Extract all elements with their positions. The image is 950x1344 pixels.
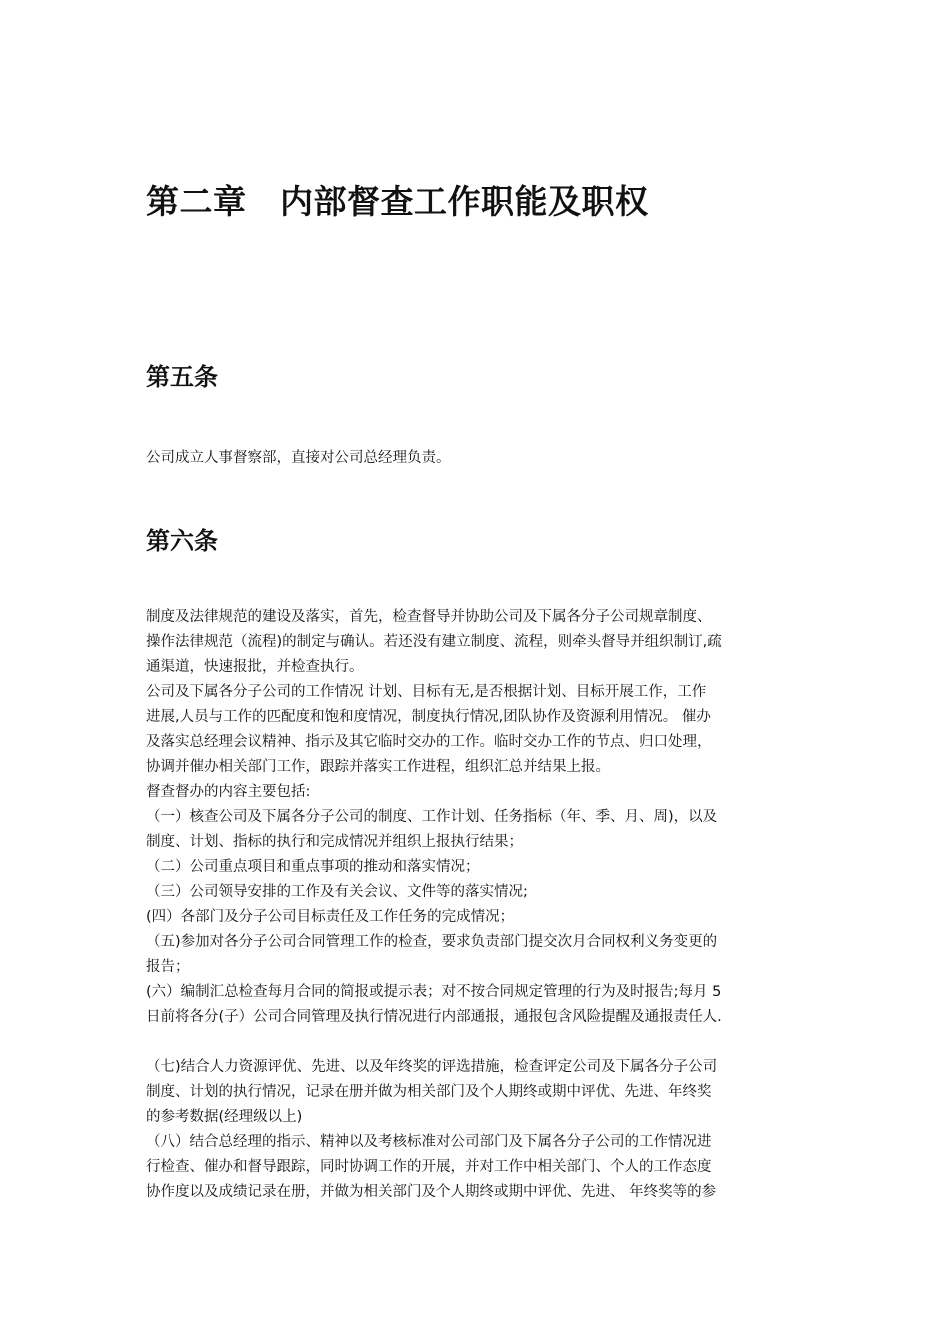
body-text-line: （五)参加对各分子公司合同管理工作的检查，要求负责部门提交次月合同权利义务变更的	[146, 934, 718, 950]
article-5-text: 公司成立人事督察部，直接对公司总经理负责。	[146, 450, 451, 466]
chapter-title: 第二章 内部督查工作职能及职权	[146, 182, 649, 221]
body-text-line: （三）公司领导安排的工作及有关会议、文件等的落实情况;	[146, 884, 528, 900]
body-text-line: 公司及下属各分子公司的工作情况 计划、目标有无,是否根据计划、目标开展工作，工作	[146, 684, 707, 700]
body-text-line: (四）各部门及分子公司目标责任及工作任务的完成情况；	[146, 909, 515, 925]
body-text-line: 的参考数据(经理级以上)	[146, 1109, 303, 1125]
body-text-line: 报告；	[146, 959, 190, 975]
body-text-line: 进展,人员与工作的匹配度和饱和度情况，制度执行情况,团队协作及资源利用情况。 催办	[146, 709, 711, 725]
body-text-line: （七)结合人力资源评优、先进、以及年终奖的评选措施，检查评定公司及下属各分子公司	[146, 1059, 718, 1075]
body-text-line: 制度、计划、指标的执行和完成情况并组织上报执行结果；	[146, 834, 523, 850]
body-text-line: 制度及法律规范的建设及落实，首先，检查督导并协助公司及下属各分子公司规章制度、	[146, 609, 712, 625]
body-text-line: 制度、计划的执行情况，记录在册并做为相关部门及个人期终或期中评优、先进、年终奖	[146, 1084, 712, 1100]
body-text-line: 协调并催办相关部门工作，跟踪并落实工作进程，组织汇总并结果上报。	[146, 759, 610, 775]
body-text-line: 操作法律规范（流程)的制定与确认。若还没有建立制度、流程，则牵头督导并组织制订,疏	[146, 634, 722, 650]
article-5-heading: 第五条	[146, 363, 218, 391]
article-6-heading: 第六条	[146, 527, 218, 555]
body-text-line: 督查督办的内容主要包括:	[146, 784, 311, 800]
body-text-line: 协作度以及成绩记录在册，并做为相关部门及个人期终或期中评优、先进、 年终奖等的参	[146, 1184, 717, 1200]
article-6-body	[146, 605, 814, 1205]
body-text-line: （二）公司重点项目和重点事项的推动和落实情况；	[146, 859, 480, 875]
body-text-line: (六）编制汇总检查每月合同的简报或提示表；对不按合同规定管理的行为及时报告;每月 5	[146, 984, 722, 1000]
body-text-line: 行检查、催办和督导跟踪，同时协调工作的开展，并对工作中相关部门、个人的工作态度	[146, 1159, 712, 1175]
blank-line	[146, 1030, 814, 1055]
body-text-line: 日前将各分(子）公司合同管理及执行情况进行内部通报，通报包含风险提醒及通报责任人.	[146, 1009, 722, 1025]
body-text-line: 通渠道，快速报批，并检查执行。	[146, 659, 364, 675]
body-text-line: （一）核查公司及下属各分子公司的制度、工作计划、任务指标（年、季、月、周)，以及	[146, 809, 718, 825]
body-text-line: 及落实总经理会议精神、指示及其它临时交办的工作。临时交办工作的节点、归口处理，	[146, 734, 712, 750]
body-text-line: （八）结合总经理的指示、精神以及考核标准对公司部门及下属各分子公司的工作情况进	[146, 1134, 712, 1150]
